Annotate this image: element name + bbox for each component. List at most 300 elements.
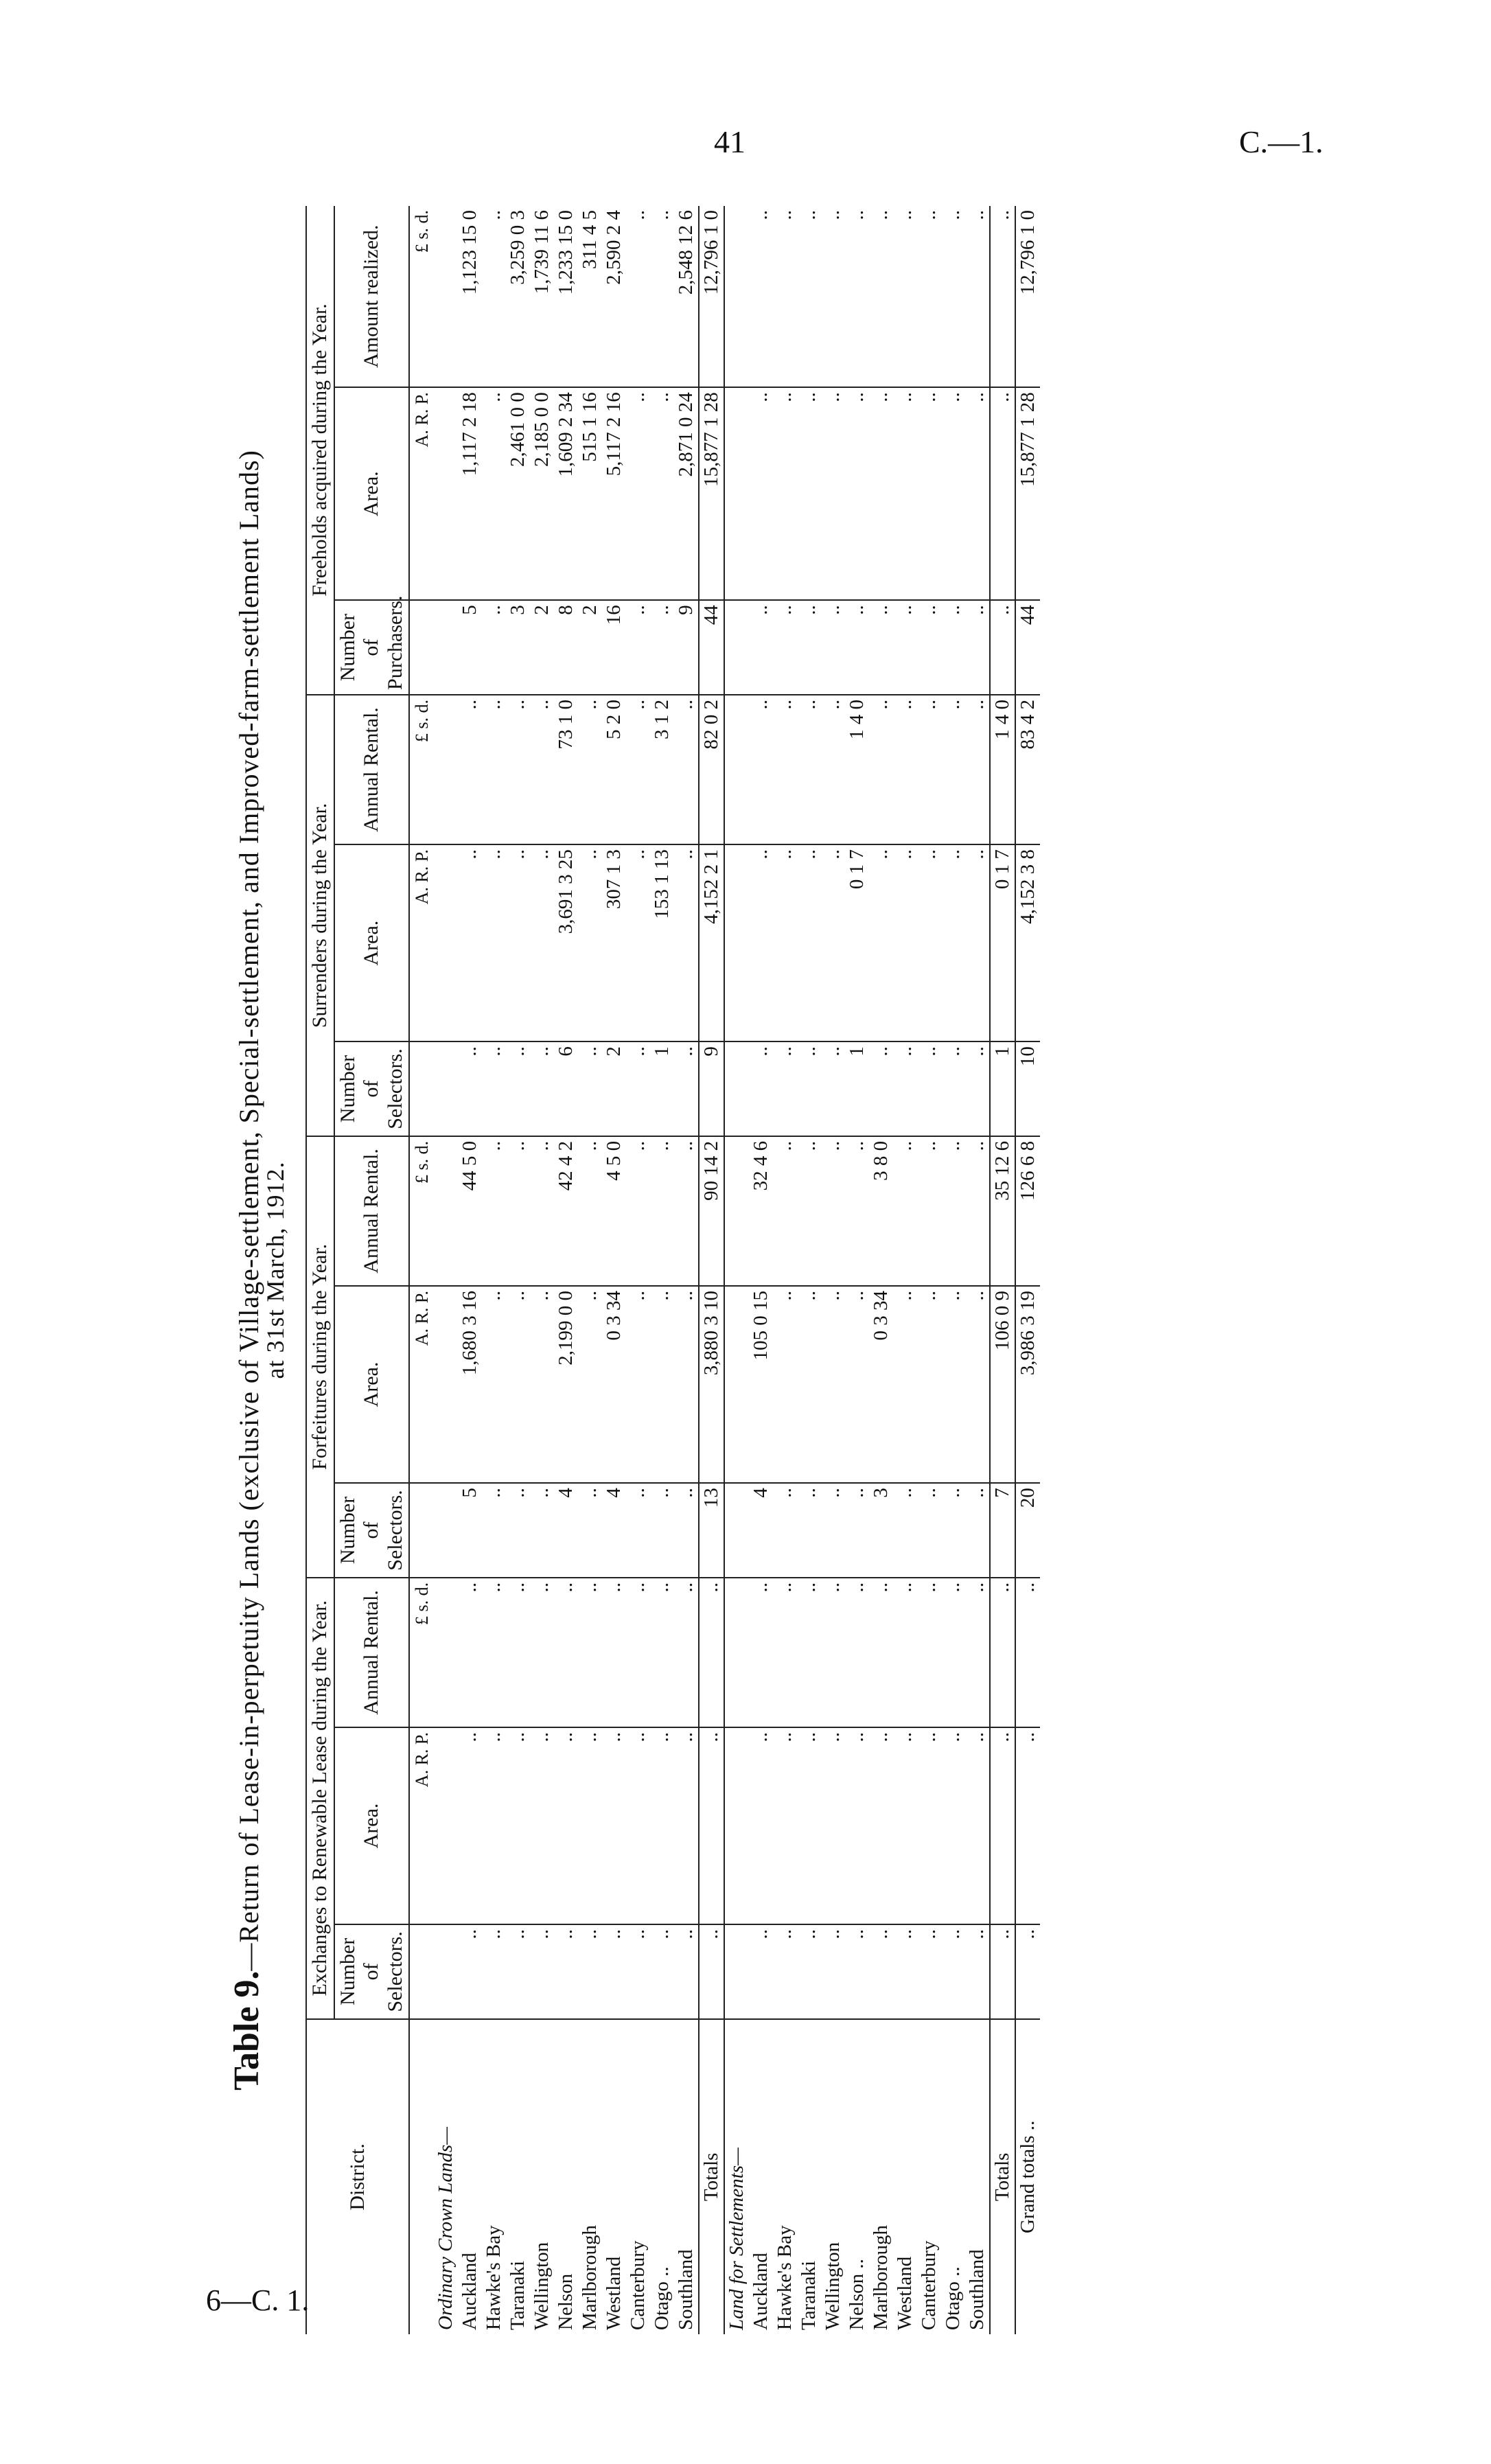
table-row [773,206,797,2334]
cell-ff-n: .. [482,1483,506,1578]
cell-ex-rent: .. [602,1578,626,1727]
cell-fh-n: .. [845,600,869,695]
empty-cell [434,1286,458,1483]
district-cell: Wellington [531,2242,553,2330]
cell-fh-amt: 1,123 15 0 [458,206,482,387]
table-row [674,206,699,2334]
table-row [821,206,845,2334]
cell-ex-rent: .. [845,1578,869,1727]
cell-ff-rent: .. [893,1136,917,1286]
cell-ex-n: .. [797,1924,821,2019]
table-row [554,206,578,2334]
cell-fh-n: 8 [554,600,578,695]
cell-ff-rent: .. [482,1136,506,1286]
cell-fh-n: 5 [458,600,482,695]
cell-ff-area: .. [917,1286,941,1483]
cell-su-n: .. [941,1041,965,1136]
cell-ex-area: .. [530,1727,554,1924]
ex-rental-header: Annual Rental. [334,1578,410,1727]
cell-fh-area: 515 1 16 [578,387,602,600]
table-row [845,206,869,2334]
cell-ff-n: 5 [458,1483,482,1578]
cell-ex-n: .. [674,1924,699,2019]
cell-fh-area: 2,871 0 24 [674,387,699,600]
cell-ff-area: 105 0 15 [749,1286,773,1483]
cell-su-area: 4,152 2 1 [699,844,724,1041]
cell-ff-rent: .. [965,1136,990,1286]
district-cell: Wellington [822,2242,844,2330]
cell-fh-amt: 1,233 15 0 [554,206,578,387]
cell-su-area: 307 1 3 [602,844,626,1041]
cell-ex-n: .. [482,1924,506,2019]
cell-fh-amt: .. [482,206,506,387]
cell-su-n: .. [869,1041,893,1136]
cell-su-rent: 3 1 2 [650,695,674,844]
cell-fh-area: 15,877 1 28 [699,387,724,600]
cell-su-n: 9 [699,1041,724,1136]
cell-ff-rent: 32 4 6 [749,1136,773,1286]
cell-su-rent: .. [626,695,650,844]
cell-ex-rent: .. [893,1578,917,1727]
fh-area-header: Area. [334,387,410,600]
cell-su-n: .. [458,1041,482,1136]
cell-ex-area: .. [674,1727,699,1924]
cell-ex-rent: .. [797,1578,821,1727]
cell-su-n: 1 [990,1041,1015,1136]
district-cell: Taranaki [798,2260,820,2330]
cell-ex-n: .. [699,1924,724,2019]
cell-fh-area: .. [482,387,506,600]
totals-row [699,206,724,2334]
cell-fh-n: .. [797,600,821,695]
ex-area-header: Area. [334,1727,410,1924]
cell-ff-n: .. [530,1483,554,1578]
district-cell: Hawke's Bay [483,2225,505,2330]
cell-fh-n: .. [893,600,917,695]
cell-ex-n: .. [990,1924,1015,2019]
cell-ex-n: .. [893,1924,917,2019]
empty-cell [434,600,458,695]
cell-fh-area: .. [650,387,674,600]
footer-code: 6—C. 1. [206,2283,310,2317]
cell-fh-amt: .. [990,206,1015,387]
empty-cell [434,695,458,844]
cell-fh-area: .. [941,387,965,600]
cell-ex-n: .. [1015,1924,1040,2019]
cell-ex-rent: .. [941,1578,965,1727]
cell-ex-area: .. [699,1727,724,1924]
cell-ff-n: .. [626,1483,650,1578]
cell-ff-rent: 4 5 0 [602,1136,626,1286]
cell-ff-area: .. [482,1286,506,1483]
table-label: Table 9. [227,1970,266,2091]
cell-fh-area: .. [965,387,990,600]
freeholds-header: Freeholds acquired during the Year. [306,206,334,695]
empty-cell [724,387,749,600]
cell-fh-amt: .. [845,206,869,387]
table-row [578,206,602,2334]
cell-su-rent: .. [482,695,506,844]
table-row [626,206,650,2334]
cell-su-n: .. [578,1041,602,1136]
district-cell: Nelson .. [846,2259,868,2330]
cell-fh-amt: .. [917,206,941,387]
cell-ex-n: .. [773,1924,797,2019]
cell-su-n: .. [773,1041,797,1136]
return-table [305,206,1040,2334]
section-heading-row [724,206,749,2334]
cell-ff-area: .. [845,1286,869,1483]
cell-ff-area: 2,199 0 0 [554,1286,578,1483]
cell-fh-area: .. [990,387,1015,600]
cell-fh-area: .. [869,387,893,600]
cell-ex-n: .. [650,1924,674,2019]
cell-ff-rent: 3 8 0 [869,1136,893,1286]
cell-ex-rent: .. [699,1578,724,1727]
cell-su-rent: 83 4 2 [1015,695,1040,844]
table-row [869,206,893,2334]
cell-fh-amt: 311 4 5 [578,206,602,387]
cell-su-rent: 82 0 2 [699,695,724,844]
cell-ff-n: .. [941,1483,965,1578]
cell-fh-amt: 12,796 1 0 [1015,206,1040,387]
su-area-header: Area. [334,844,410,1041]
su-selectors-header: Number of Selectors. [334,1041,410,1136]
cell-fh-amt: .. [650,206,674,387]
cell-ex-area: .. [845,1727,869,1924]
table-title-line1: —Return of Lease-in-perpetuity Lands (exclusive of Village-settlement, Special-settlement, and Improved-farm-settlement Lands) [233,450,264,1971]
table-row [482,206,506,2334]
cell-ff-area: .. [578,1286,602,1483]
cell-ff-n: 20 [1015,1483,1040,1578]
cell-su-rent: .. [506,695,530,844]
cell-ff-rent: 126 6 8 [1015,1136,1040,1286]
cell-ex-rent: .. [869,1578,893,1727]
forfeitures-header: Forfeitures during the Year. [306,1136,334,1578]
cell-fh-n: 44 [699,600,724,695]
cell-ff-rent: .. [917,1136,941,1286]
cell-ex-n: .. [965,1924,990,2019]
cell-su-n: 2 [602,1041,626,1136]
cell-fh-amt: .. [869,206,893,387]
district-cell: Otago .. [651,2266,673,2330]
cell-fh-area: 5,117 2 16 [602,387,626,600]
cell-ex-area: .. [869,1727,893,1924]
cell-fh-area: .. [893,387,917,600]
cell-su-rent: .. [674,695,699,844]
cell-su-area: .. [797,844,821,1041]
cell-su-n: .. [749,1041,773,1136]
cell-ff-n: .. [893,1483,917,1578]
cell-ex-area: .. [626,1727,650,1924]
cell-ex-area: .. [482,1727,506,1924]
header-group-row [306,206,334,2334]
district-header: District. [306,2019,409,2334]
cell-su-rent: .. [869,695,893,844]
cell-fh-amt: .. [773,206,797,387]
cell-ff-area: .. [893,1286,917,1483]
cell-su-rent: .. [530,695,554,844]
cell-ex-n: .. [626,1924,650,2019]
cell-ff-area: 3,986 3 19 [1015,1286,1040,1483]
cell-ff-area: .. [773,1286,797,1483]
cell-fh-n: 3 [506,600,530,695]
cell-fh-n: 2 [530,600,554,695]
district-cell: Westland [603,2256,625,2330]
cell-su-area: .. [941,844,965,1041]
su-rental-header: Annual Rental. [334,695,410,844]
empty-cell [434,1578,458,1727]
cell-ff-rent: .. [578,1136,602,1286]
cell-ff-rent: .. [845,1136,869,1286]
district-cell: Marlborough [579,2224,601,2330]
empty-cell [434,844,458,1041]
cell-fh-n: 9 [674,600,699,695]
cell-ex-rent: .. [578,1578,602,1727]
cell-ex-area: .. [917,1727,941,1924]
cell-su-area: .. [530,844,554,1041]
cell-fh-amt: .. [626,206,650,387]
cell-ex-area: .. [602,1727,626,1924]
cell-fh-amt: .. [965,206,990,387]
cell-fh-amt: .. [749,206,773,387]
cell-ff-area: 0 3 34 [869,1286,893,1483]
table-row [965,206,990,2334]
cell-fh-amt: .. [797,206,821,387]
empty-cell [724,844,749,1041]
header-sub-row [334,206,410,2334]
units-blank [409,1483,434,1578]
cell-ff-rent: .. [773,1136,797,1286]
cell-ex-n: .. [917,1924,941,2019]
cell-ex-area: .. [1015,1727,1040,1924]
cell-fh-area: .. [845,387,869,600]
cell-ex-rent: .. [773,1578,797,1727]
cell-su-n: .. [482,1041,506,1136]
cell-su-rent: .. [965,695,990,844]
cell-ff-rent: .. [530,1136,554,1286]
cell-su-rent: .. [797,695,821,844]
empty-cell [724,1924,749,2019]
cell-ff-rent: 35 12 6 [990,1136,1015,1286]
table-row [458,206,482,2334]
cell-fh-area: .. [917,387,941,600]
cell-ff-n: .. [845,1483,869,1578]
empty-cell [724,1727,749,1924]
cell-su-rent: 1 4 0 [845,695,869,844]
table-row [893,206,917,2334]
cell-ex-n: .. [845,1924,869,2019]
table-row [506,206,530,2334]
cell-fh-area: 1,609 2 34 [554,387,578,600]
cell-ff-area: 3,880 3 10 [699,1286,724,1483]
cell-ff-area: .. [797,1286,821,1483]
money-units: £ s. d. [409,206,434,387]
cell-su-rent: .. [917,695,941,844]
cell-ex-rent: .. [482,1578,506,1727]
cell-ff-area: .. [821,1286,845,1483]
cell-ex-n: .. [578,1924,602,2019]
cell-su-n: .. [893,1041,917,1136]
cell-ff-n: .. [578,1483,602,1578]
area-units: A. R. P. [409,387,434,600]
cell-ex-area: .. [458,1727,482,1924]
cell-ex-area: .. [773,1727,797,1924]
cell-fh-n: 44 [1015,600,1040,695]
units-blank [409,2019,434,2334]
cell-su-rent: .. [749,695,773,844]
cell-ff-rent: 90 14 2 [699,1136,724,1286]
empty-cell [724,1483,749,1578]
cell-su-area: .. [458,844,482,1041]
cell-ff-rent: .. [821,1136,845,1286]
cell-ff-n: .. [674,1483,699,1578]
cell-ff-n: .. [965,1483,990,1578]
cell-ex-area: .. [990,1727,1015,1924]
cell-ex-area: .. [893,1727,917,1924]
table-row [749,206,773,2334]
cell-su-area: .. [626,844,650,1041]
cell-ex-n: .. [749,1924,773,2019]
empty-cell [724,695,749,844]
district-cell: Canterbury [627,2240,649,2330]
cell-fh-amt: 2,548 12 6 [674,206,699,387]
cell-ff-n: 13 [699,1483,724,1578]
cell-su-n: .. [626,1041,650,1136]
district-cell: Otago .. [942,2266,964,2330]
rotated-table-block [227,206,1222,2334]
cell-su-rent: .. [458,695,482,844]
cell-su-rent: .. [941,695,965,844]
cell-ex-rent: .. [674,1578,699,1727]
cell-su-rent: .. [773,695,797,844]
cell-fh-n: .. [869,600,893,695]
cell-ex-n: .. [821,1924,845,2019]
cell-ff-rent: .. [674,1136,699,1286]
ex-selectors-header: Number of Selectors. [334,1924,410,2019]
cell-ex-area: .. [578,1727,602,1924]
table-row [530,206,554,2334]
cell-ex-area: .. [797,1727,821,1924]
cell-su-area: .. [965,844,990,1041]
cell-fh-amt: .. [893,206,917,387]
cell-fh-n: .. [650,600,674,695]
grand-totals-row [1015,206,1040,2334]
cell-fh-amt: 12,796 1 0 [699,206,724,387]
district-cell: Nelson [555,2273,577,2330]
cell-ex-rent: .. [530,1578,554,1727]
empty-cell [724,1041,749,1136]
cell-su-rent: 5 2 0 [602,695,626,844]
cell-ff-area: .. [965,1286,990,1483]
cell-ff-area: .. [530,1286,554,1483]
cell-fh-area: .. [749,387,773,600]
cell-ex-n: .. [458,1924,482,2019]
cell-fh-area: .. [773,387,797,600]
cell-ff-rent: .. [650,1136,674,1286]
cell-ff-n: 4 [554,1483,578,1578]
cell-ff-n: .. [506,1483,530,1578]
district-cell: Hawke's Bay [774,2225,796,2330]
cell-su-area: .. [578,844,602,1041]
cell-ff-rent: .. [506,1136,530,1286]
area-units: A. R. P. [409,1286,434,1483]
cell-fh-area: 2,461 0 0 [506,387,530,600]
empty-cell [724,1136,749,1286]
cell-fh-n: .. [773,600,797,695]
ff-selectors-header: Number of Selectors. [334,1483,410,1578]
empty-cell [434,206,458,387]
cell-su-area: .. [674,844,699,1041]
cell-su-rent: 1 4 0 [990,695,1015,844]
table-row [602,206,626,2334]
district-cell: Southland [966,2249,988,2330]
units-blank [409,1041,434,1136]
cell-ex-rent: .. [1015,1578,1040,1727]
cell-fh-n: .. [965,600,990,695]
cell-fh-n: .. [990,600,1015,695]
empty-cell [724,1578,749,1727]
cell-ff-n: 4 [749,1483,773,1578]
cell-ff-rent: .. [626,1136,650,1286]
cell-su-area: .. [821,844,845,1041]
cell-su-n: 10 [1015,1041,1040,1136]
district-cell: Auckland [459,2253,481,2330]
cell-su-n: .. [797,1041,821,1136]
units-row [409,206,434,2334]
cell-fh-area: 2,185 0 0 [530,387,554,600]
cell-ex-rent: .. [821,1578,845,1727]
cell-su-area: 0 1 7 [990,844,1015,1041]
cell-ff-area: .. [941,1286,965,1483]
cell-fh-area: 15,877 1 28 [1015,387,1040,600]
cell-ex-area: .. [941,1727,965,1924]
cell-su-n: .. [917,1041,941,1136]
cell-ex-n: .. [869,1924,893,2019]
table-title-line2: at 31st March, 1912. [262,1161,289,1379]
cell-ff-rent: .. [797,1136,821,1286]
cell-ff-area: .. [650,1286,674,1483]
cell-ex-n: .. [602,1924,626,2019]
cell-su-n: 1 [845,1041,869,1136]
cell-ff-n: 3 [869,1483,893,1578]
cell-ex-n: .. [530,1924,554,2019]
cell-ex-area: .. [650,1727,674,1924]
totals-row [990,206,1015,2334]
cell-ex-area: .. [749,1727,773,1924]
district-cell: Westland [894,2256,916,2330]
district-cell: Land for Settlements— [726,2148,748,2330]
cell-su-area: .. [506,844,530,1041]
cell-ex-rent: .. [650,1578,674,1727]
district-cell: Taranaki [507,2260,529,2330]
cell-ff-n: 4 [602,1483,626,1578]
area-units: A. R. P. [409,844,434,1041]
cell-su-area: 3,691 3 25 [554,844,578,1041]
cell-su-rent: .. [578,695,602,844]
empty-cell [434,1727,458,1924]
district-cell: Ordinary Crown Lands— [435,2127,456,2330]
empty-cell [724,1286,749,1483]
cell-su-area: .. [869,844,893,1041]
cell-ex-area: .. [821,1727,845,1924]
page-number: 41 [714,124,746,159]
cell-ff-n: .. [917,1483,941,1578]
cell-fh-amt: .. [821,206,845,387]
cell-su-area: .. [749,844,773,1041]
cell-ff-area: 1,680 3 16 [458,1286,482,1483]
cell-ff-area: .. [626,1286,650,1483]
